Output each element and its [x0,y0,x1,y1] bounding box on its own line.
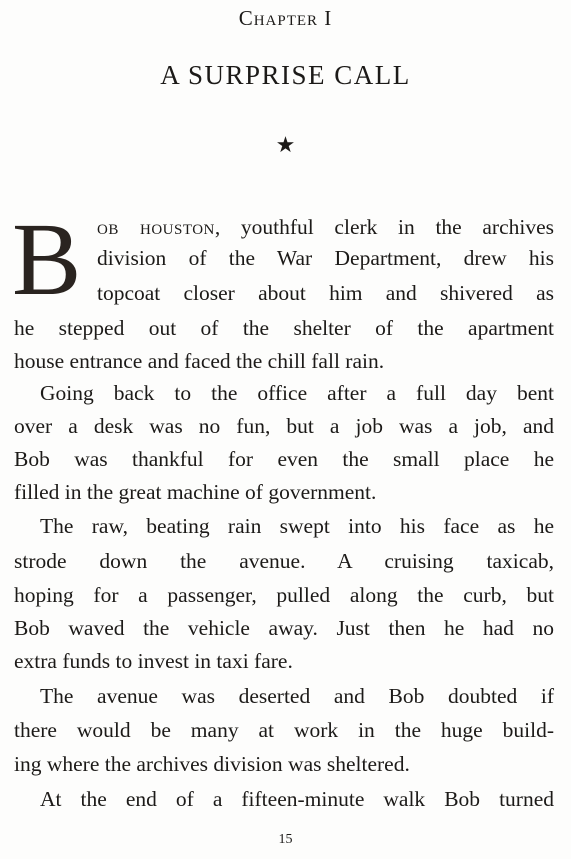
text-line-10: The raw, beating rain swept into his face as he [40,514,554,538]
chapter-title: A SURPRISE CALL [160,60,411,90]
chapter-label: Chapter I [238,6,333,30]
text-line-18: At the end of a fifteen-minute walk Bob turned [40,787,554,811]
text-line-3: topcoat closer about him and shivered as [97,281,554,305]
text-line-5: house entrance and faced the chill fall rain. [14,349,385,373]
text-line-14: extra funds to invest in taxi fare. [14,649,293,673]
text-line-15: The avenue was deserted and Bob doubted if [40,684,554,708]
text-line-11: strode down the avenue. A cruising taxicab, [14,549,554,573]
page-number: 15 [278,832,293,847]
text-line-1-rest: , youthful clerk in the archives [214,215,554,239]
text-line-7: over a desk was no fun, but a job was a job, and [14,414,554,438]
opening-smallcaps: ob houston [97,215,215,239]
text-line-17: ing where the archives division was sheltered. [14,752,410,776]
text-line-8: Bob was thankful for even the small place he [14,447,554,471]
text-line-6: Going back to the office after a full day bent [40,381,554,405]
text-line-12: hoping for a passenger, pulled along the curb, but [14,583,554,607]
text-line-1 [97,212,554,242]
star-ornament-icon: ★ [275,132,296,157]
text-line-2: division of the War Department, drew his [97,246,554,270]
text-line-9: filled in the great machine of government. [14,480,377,504]
text-line-13: Bob waved the vehicle away. Just then he had no [14,616,554,640]
text-line-4: he stepped out of the shelter of the apartment [14,316,554,340]
text-line-16: there would be many at work in the huge build- [14,718,554,742]
drop-cap-letter: B [12,202,82,317]
